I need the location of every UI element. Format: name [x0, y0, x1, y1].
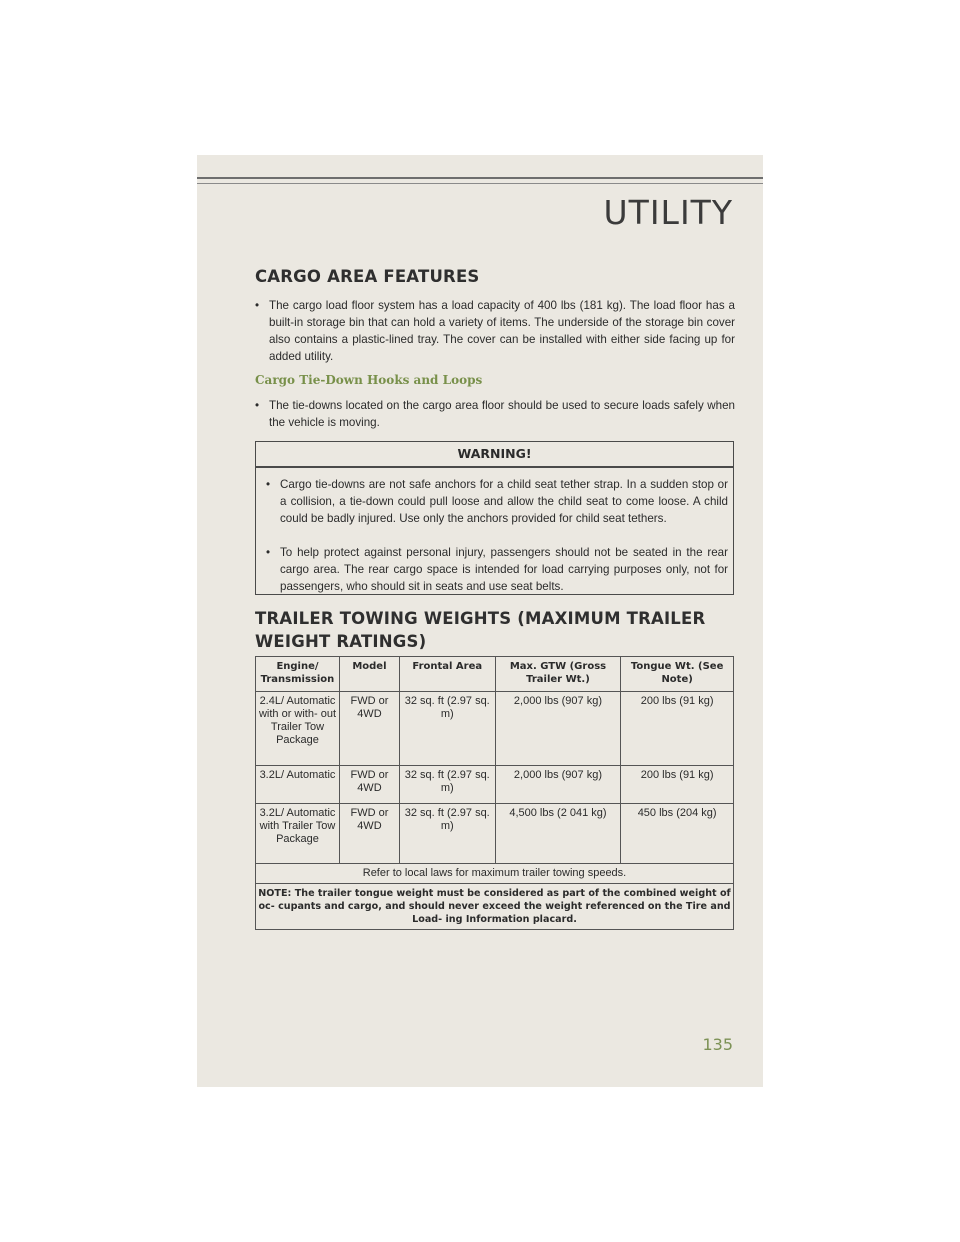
warning-bullet-1: • Cargo tie-downs are not safe anchors for a child seat tether strap. In a sudden stop or a collision, a tie-down could pull loose and allow the child seat to come loose. A child could be badly injured. Use only the anchors provided for child seat tethers. [266, 478, 728, 525]
header-rule-thin [197, 183, 763, 184]
tie-down-bullet: • The tie-downs located on the cargo area floor should be used to secure loads safely when the vehicle is moving. [255, 399, 735, 429]
table-cell: 3.2L/ Automatic [256, 766, 340, 804]
warning-title: WARNING! [256, 442, 733, 468]
table-cell: 200 lbs (91 kg) [621, 692, 734, 766]
table-header-row [256, 657, 734, 692]
header-cell: Frontal Area [399, 657, 495, 692]
table-cell: 2.4L/ Automatic with or with- out Trailer Tow Package [256, 692, 340, 766]
manual-page [197, 155, 763, 1087]
table-row [256, 692, 734, 766]
towing-table [255, 656, 734, 930]
table-note-row [256, 884, 734, 930]
warning-bullet-2: • To help protect against personal injury, passengers should not be seated in the rear cargo area. The rear cargo space is intended for load carrying purposes only, not for passengers, who should sit in seats and use seat belts. [266, 546, 728, 593]
table-cell: 2,000 lbs (907 kg) [495, 692, 621, 766]
header-rule [197, 177, 763, 179]
header-cell: Tongue Wt. (See Note) [621, 657, 734, 692]
towing-heading-line2: WEIGHT RATINGS) [255, 632, 427, 651]
towing-heading-line1: TRAILER TOWING WEIGHTS (MAXIMUM TRAILER [255, 609, 706, 628]
table-cell: 450 lbs (204 kg) [621, 804, 734, 864]
table-cell: 3.2L/ Automatic with Trailer Tow Package [256, 804, 340, 864]
header-cell: Max. GTW (Gross Trailer Wt.) [495, 657, 621, 692]
header-cell: Engine/ Transmission [256, 657, 340, 692]
table-row [256, 766, 734, 804]
table-cell: FWD or 4WD [339, 804, 399, 864]
warning-text-2: To help protect against personal injury, passengers should not be seated in the rear cargo area. The rear cargo space is intended for load carrying purposes only, not for passengers, who should sit in seats and use seat belts. [280, 546, 728, 593]
table-cell: 32 sq. ft (2.97 sq. m) [399, 766, 495, 804]
table-cell: 32 sq. ft (2.97 sq. m) [399, 692, 495, 766]
warning-text-1: Cargo tie-downs are not safe anchors for a child seat tether strap. In a sudden stop or a collision, a tie-down could pull loose and allow the child seat to come loose. A child could be badly injured. Use only the anchors provided for child seat tethers. [280, 478, 728, 525]
cargo-floor-bullet: • The cargo load floor system has a load capacity of 400 lbs (181 kg). The load floor has a built-in storage bin that can hold a variety of items. The underside of the storage bin cover also contains a plastic-lined tray. The cover can be installed with either side facing up for added utility. [255, 299, 735, 363]
header-cell: Model [339, 657, 399, 692]
towing-speed-note: Refer to local laws for maximum trailer towing speeds. [256, 864, 734, 884]
table-row [256, 804, 734, 864]
table-footer-row [256, 864, 734, 884]
table-cell: 4,500 lbs (2 041 kg) [495, 804, 621, 864]
cargo-area-heading: CARGO AREA FEATURES [255, 267, 480, 286]
table-cell: 32 sq. ft (2.97 sq. m) [399, 804, 495, 864]
table-cell: FWD or 4WD [339, 766, 399, 804]
towing-heading [255, 607, 705, 653]
tie-down-subheading: Cargo Tie-Down Hooks and Loops [255, 373, 483, 387]
section-title: UTILITY [603, 193, 733, 232]
warning-box [255, 441, 734, 595]
tie-down-text: The tie-downs located on the cargo area floor should be used to secure loads safely when the vehicle is moving. [269, 399, 735, 429]
cargo-floor-text: The cargo load floor system has a load capacity of 400 lbs (181 kg). The load floor has a built-in storage bin that can hold a variety of items. The underside of the storage bin cover also contains a plastic-lined tray. The cover can be installed with either side facing up for added utility. [269, 299, 735, 363]
table-cell: 2,000 lbs (907 kg) [495, 766, 621, 804]
page-number: 135 [702, 1035, 733, 1054]
table-cell: 200 lbs (91 kg) [621, 766, 734, 804]
tongue-weight-note: NOTE: The trailer tongue weight must be considered as part of the combined weight of oc- cupants and cargo, and should never exceed the weight referenced on the Tire and Load- ing Information placard. [256, 884, 734, 930]
table-cell: FWD or 4WD [339, 692, 399, 766]
